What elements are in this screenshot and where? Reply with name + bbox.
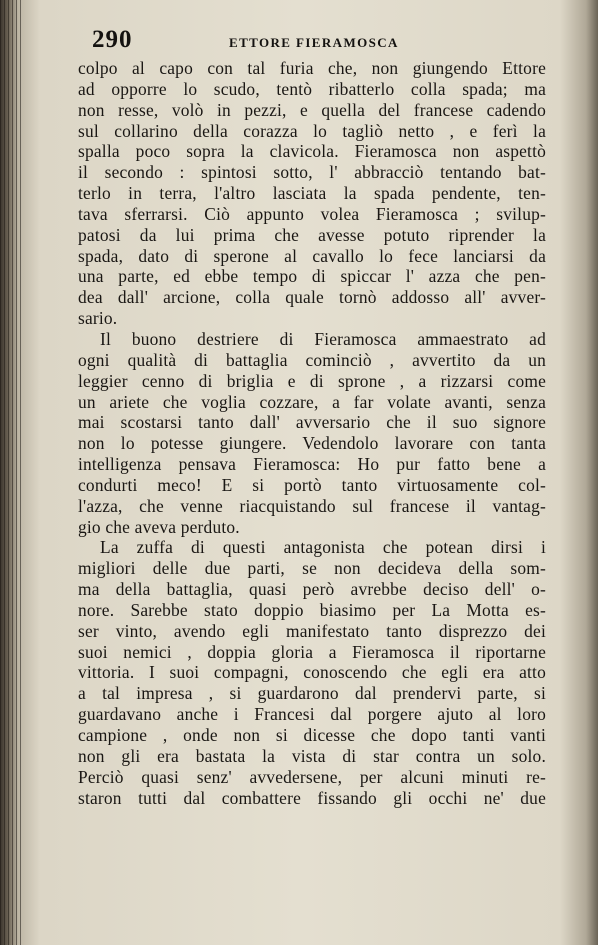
text-line: colpo al capo con tal furia che, non giungendo Ettore <box>78 58 546 78</box>
text-line: tava sferrarsi. Ciò appunto volea Fieramosca ; svilup- <box>78 203 546 224</box>
text-line: migliori delle due parti, se non decideva della som- <box>78 558 546 579</box>
text-line: spalla poco sopra la clavicola. Fieramosca non aspettò <box>78 141 546 162</box>
text-line: sario. <box>78 308 118 329</box>
text-line: intelligenza pensava Fieramosca: Ho pur fatto bene a <box>78 454 546 475</box>
text-line: campione , onde non si dicesse che dopo tanti vanti <box>78 725 546 745</box>
text-line: leggier cenno di briglia e di sprone , a rizzarsi come <box>78 370 546 391</box>
running-title: ETTORE FIERAMOSCA <box>229 35 399 50</box>
text-line: Perciò quasi senz' avvedersene, per alcuni minuti re- <box>78 766 546 787</box>
text-line: ogni qualità di battaglia cominciò , avvertito da un <box>78 349 546 370</box>
text-line: staron tutti dal combattere fissando gli occhi ne' due <box>78 787 546 808</box>
text-line: non gli era bastata la vista di star contra un solo. <box>78 745 546 766</box>
text-line: ser vinto, avendo egli manifestato tanto disprezzo dei <box>78 620 546 641</box>
text-line: ma della battaglia, quasi però avrebbe deciso dell' o- <box>78 579 546 600</box>
text-line: a tal impresa , si guardarono dal prendervi parte, si <box>78 683 546 704</box>
text-line: sul collarino della corazza lo tagliò netto , e ferì la <box>78 120 546 141</box>
text-line: guardavano anche i Francesi dal porgere ajuto al loro <box>78 704 546 725</box>
text-line: un ariete che voglia cozzare, a far volate avanti, senza <box>78 391 546 412</box>
text-line: patosi da lui prima che avesse potuto riprender la <box>78 224 546 245</box>
text-line: Il buono destriere di Fieramosca ammaestrato ad <box>100 328 546 349</box>
page-number: 290 <box>92 26 133 53</box>
text-line: suoi nemici , doppia gloria a Fieramosca il riportarne <box>78 641 546 662</box>
text-line: il secondo : spintosi sotto, l' abbracciò tentando bat- <box>78 162 546 183</box>
text-line: l'azza, che venne riacquistando sul francese il vantag- <box>78 495 546 516</box>
text-line: non resse, volò in pezzi, e quella del francese cadendo <box>78 99 546 120</box>
text-line: spada, dato di sperone al cavallo lo fece lanciarsi da <box>78 245 546 266</box>
page-header <box>92 26 562 56</box>
text-line: ad opporre lo scudo, tentò ribatterlo colla spada; ma <box>78 78 546 99</box>
text-line: dea dall' arcione, colla quale tornò addosso all' avver- <box>78 287 546 308</box>
text-line: condurti meco! E si portò tanto virtuosamente col- <box>78 474 546 495</box>
text-line: terlo in terra, l'altro lasciata la spada pendente, ten- <box>78 183 546 204</box>
text-block <box>78 58 546 808</box>
text-line: nore. Sarebbe stato doppio biasimo per La Motta es- <box>78 599 546 620</box>
text-line: non lo potesse giungere. Vedendolo lavorare con tanta <box>78 433 546 454</box>
text-line: La zuffa di questi antagonista che potean dirsi i <box>100 537 546 558</box>
book-gutter <box>0 0 22 945</box>
text-line: vittoria. I suoi compagni, conoscendo che egli era atto <box>78 662 546 683</box>
text-line: mai scostarsi tanto dall' avversario che il suo signore <box>78 412 546 433</box>
text-line: una parte, ed ebbe tempo di spiccar l' azza che pen- <box>78 266 546 287</box>
text-line: gio che aveva perduto. <box>78 516 240 537</box>
